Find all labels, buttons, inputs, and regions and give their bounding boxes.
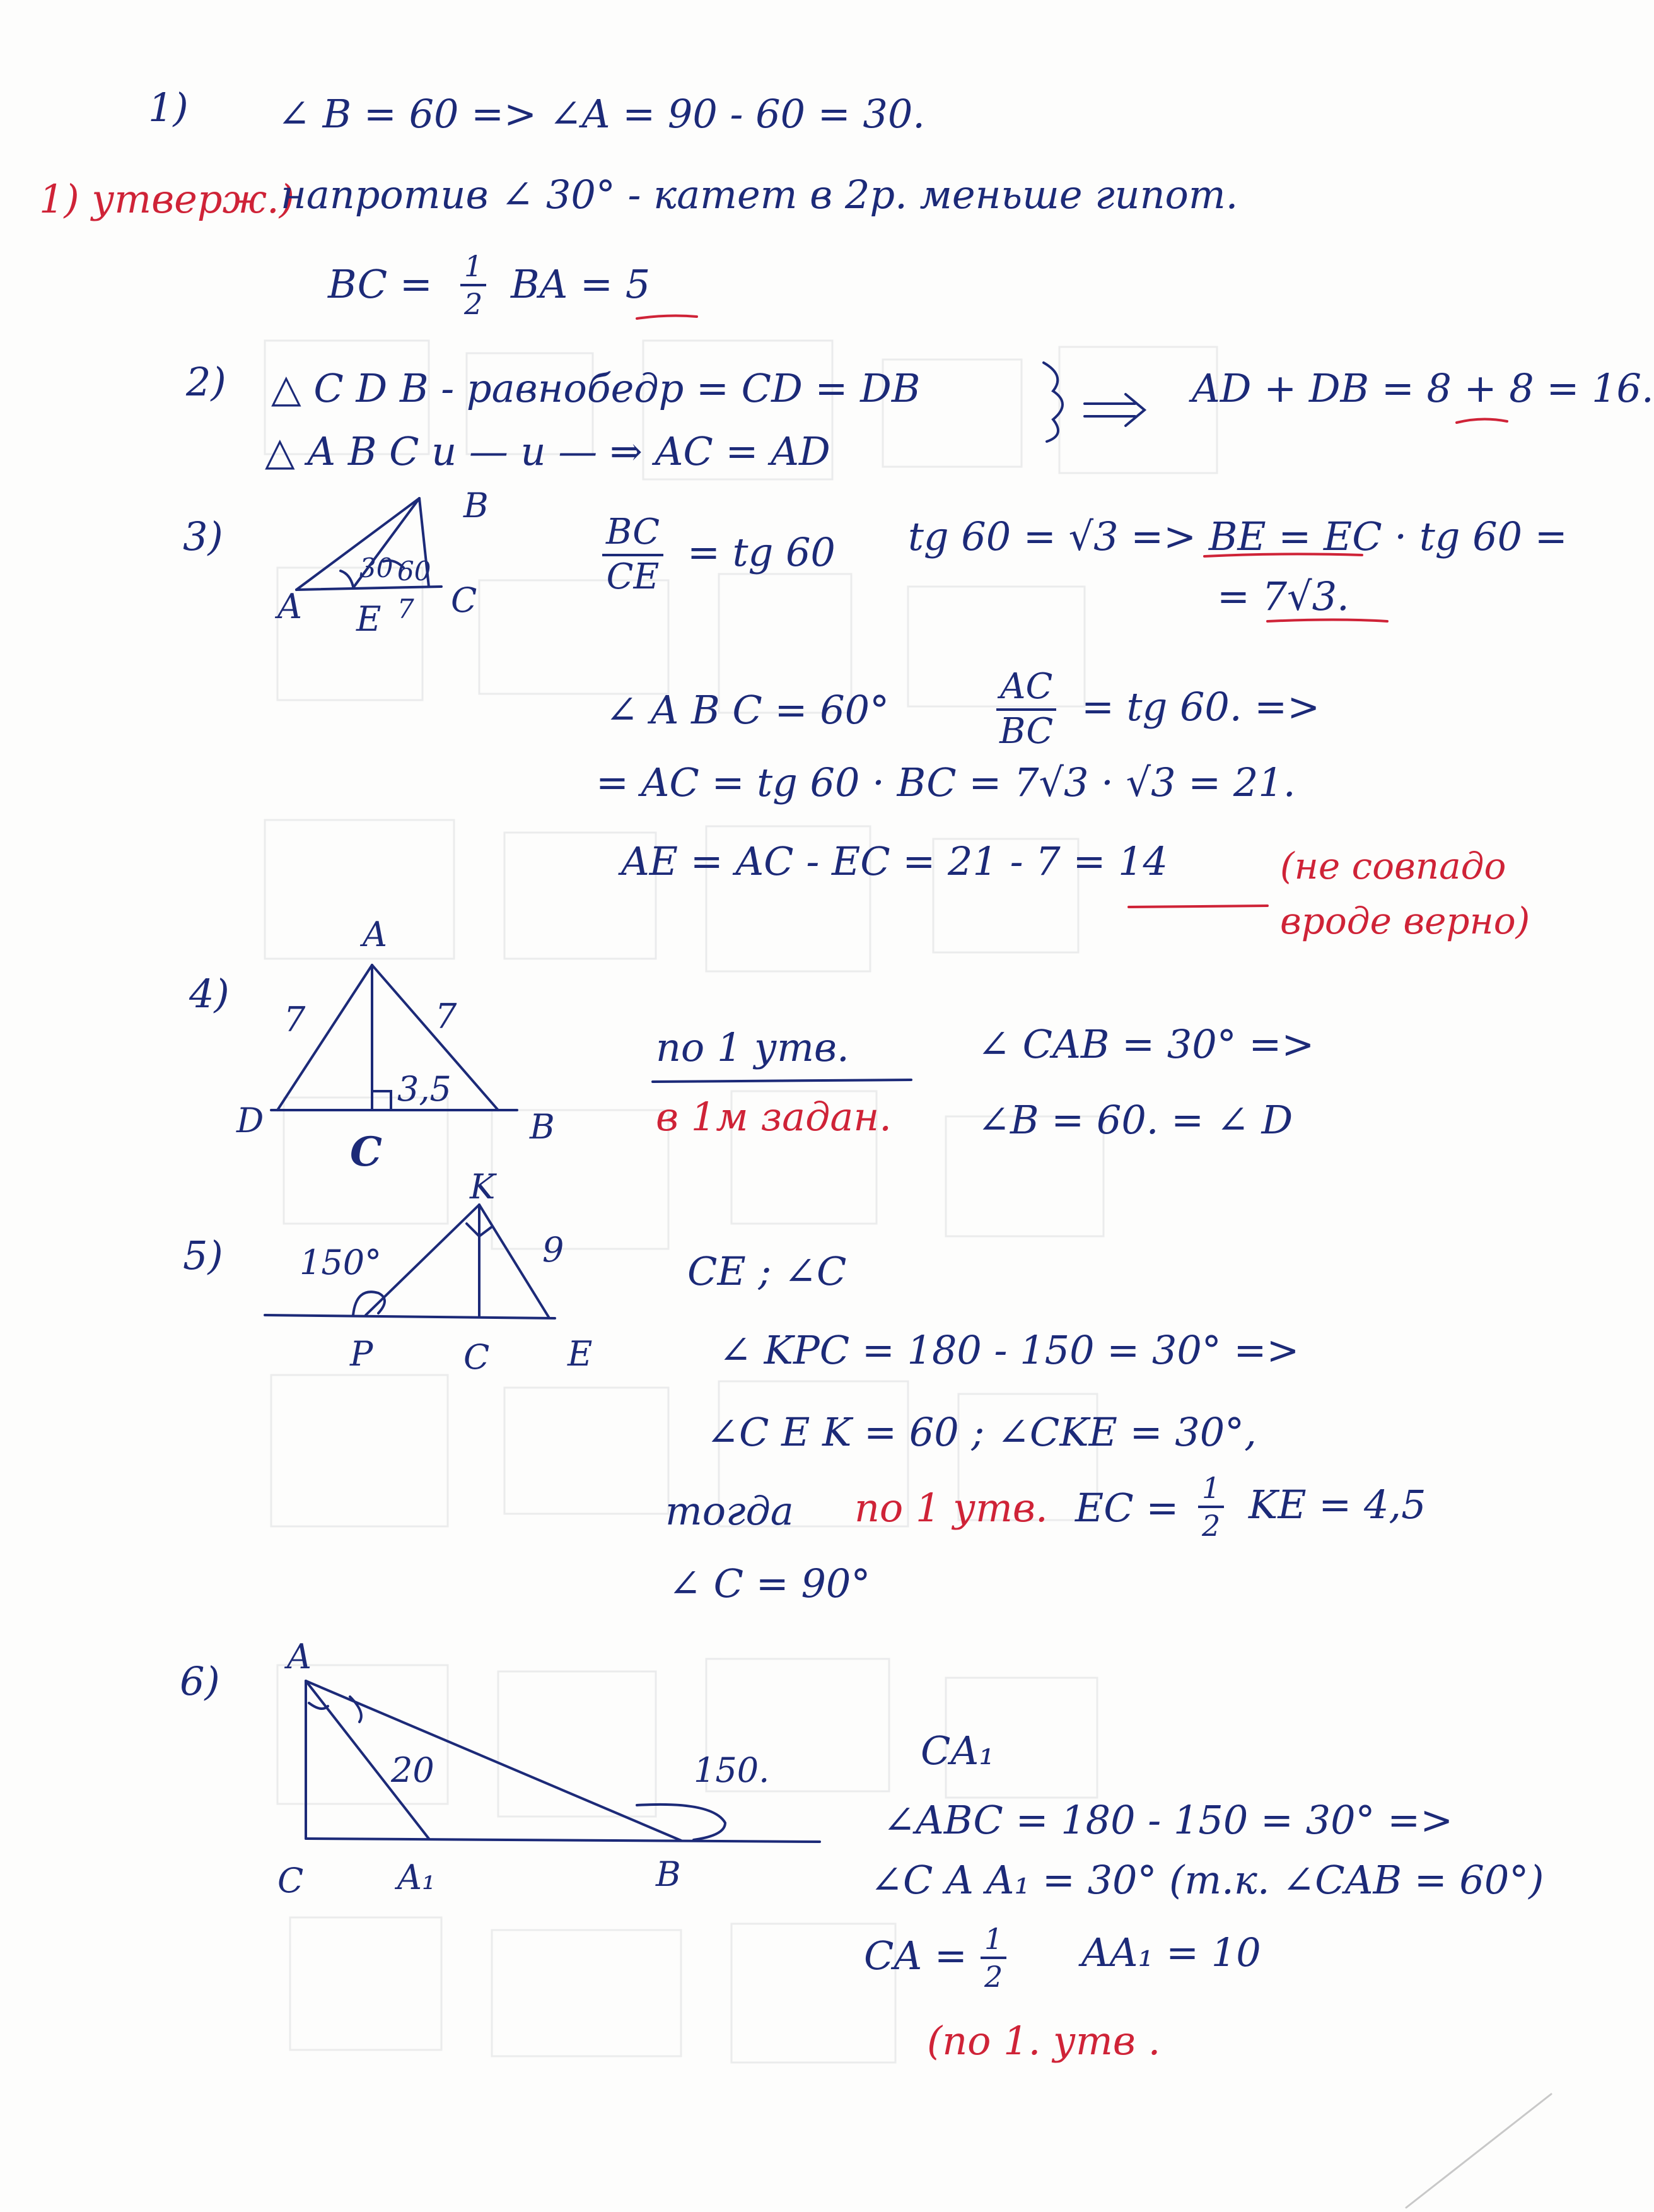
- problem-2-line-1b: AD + DB = 8 + 8 = 16.: [1192, 365, 1654, 411]
- problem-3-fraction-2-den: BC: [999, 710, 1054, 752]
- problem-5-label-k: K: [470, 1167, 496, 1207]
- problem-3-line-2: = 7√3.: [1217, 573, 1349, 619]
- problem-6-red-note: (по 1. утв .: [927, 2018, 1161, 2064]
- problem-3-angle-60: 60: [397, 556, 431, 587]
- problem-3-line-1b: tg 60 = √3 => BE = EC · tg 60 =: [908, 513, 1568, 559]
- problem-6-line-4b: AA₁ = 10: [1081, 1929, 1261, 1975]
- problem-1-line-3: BC =: [328, 261, 433, 307]
- problem-4-line-1: по 1 утв.: [656, 1024, 849, 1070]
- problem-5-red-note: по 1 утв.: [854, 1485, 1048, 1531]
- problem-2-number: 2): [186, 359, 226, 405]
- problem-5-fraction-num: 1: [1198, 1473, 1224, 1508]
- problem-1-fraction-den: 2: [464, 287, 483, 322]
- problem-6-label-a1: A₁: [397, 1858, 436, 1897]
- problem-1-number: 1): [148, 85, 189, 131]
- problem-6-number: 6): [180, 1658, 220, 1704]
- problem-3-label-c: C: [451, 580, 477, 620]
- problem-6-line-2: ∠ABC = 180 - 150 = 30° =>: [883, 1797, 1453, 1843]
- problem-3-line-3b: = tg 60. =>: [1081, 684, 1320, 730]
- problem-2-line-2: △ A B C и — и — ⇒ AC = AD: [265, 428, 830, 474]
- problem-1-line-2: напротив ∠ 30° - катет в 2р. меньше гипот.: [281, 172, 1238, 218]
- problem-4-side-right: 7: [435, 997, 457, 1036]
- problem-4-red-note: в 1м задан.: [656, 1094, 892, 1140]
- problem-4-label-b: B: [530, 1107, 555, 1147]
- problem-4-side-left: 7: [284, 1000, 306, 1039]
- problem-4-label-d: D: [236, 1101, 264, 1140]
- problem-5-label-c: C: [463, 1337, 490, 1377]
- problem-6-segment-label: 20: [391, 1750, 434, 1790]
- problem-1-fraction-num: 1: [460, 251, 486, 286]
- problem-3-label-b: B: [463, 486, 489, 525]
- problem-5-side-label: 9: [542, 1230, 564, 1270]
- problem-5-line-2: ∠ KPC = 180 - 150 = 30° =>: [719, 1327, 1300, 1373]
- problem-5-line-4b: EC =: [1075, 1485, 1179, 1531]
- problem-5-label-e: E: [568, 1334, 593, 1374]
- problem-6-fraction-num: 1: [981, 1924, 1006, 1959]
- problem-6-label-a: A: [287, 1637, 312, 1677]
- problem-3-fraction-2-num: AC: [996, 669, 1056, 711]
- problem-3-segment-label: 7: [397, 594, 414, 624]
- problem-5-angle-label: 150°: [300, 1243, 382, 1282]
- problem-1-margin-note: 1) утверж.): [39, 176, 294, 222]
- problem-4-segment-label: 3,5: [397, 1069, 451, 1109]
- problem-5-line-5: ∠ C = 90°: [668, 1560, 871, 1606]
- problem-3-angle-30: 30: [359, 553, 393, 583]
- problem-4-number: 4): [189, 971, 230, 1017]
- problem-6-label-b: B: [656, 1854, 681, 1894]
- problem-6-line-4: CA =: [864, 1933, 967, 1979]
- problem-5-fraction-den: 2: [1202, 1509, 1221, 1543]
- problem-4-label-c: C: [350, 1128, 382, 1176]
- problem-4-line-1b: ∠ CAB = 30° =>: [977, 1021, 1315, 1067]
- problem-5-line-1: CE ; ∠C: [687, 1248, 847, 1294]
- problem-2-line-1: △ C D B - равнобедр = CD = DB: [271, 365, 921, 411]
- problem-3-line-3: ∠ A B C = 60°: [605, 687, 890, 733]
- problem-3-fraction-1-num: BC: [602, 514, 663, 556]
- problem-3-label-a: A: [277, 587, 302, 626]
- problem-3-number: 3): [183, 513, 223, 559]
- problem-1-line-3b: BA = 5: [511, 261, 651, 307]
- problem-1-line-1: ∠ B = 60 => ∠A = 90 - 60 = 30.: [277, 91, 925, 137]
- problem-5-label-p: P: [350, 1334, 373, 1374]
- problem-3-line-1: = tg 60: [687, 529, 836, 575]
- problem-3-line-4: = AC = tg 60 · BC = 7√3 · √3 = 21.: [596, 759, 1296, 805]
- problem-3-line-5: AE = AC - EC = 21 - 7 = 14: [621, 838, 1168, 884]
- problem-6-fraction-den: 2: [984, 1960, 1003, 1994]
- problem-6-line-1: CA₁: [921, 1728, 995, 1774]
- problem-6-angle-label: 150.: [694, 1750, 770, 1790]
- problem-4-line-2: ∠B = 60. = ∠ D: [977, 1097, 1293, 1143]
- problem-6-line-3: ∠C A A₁ = 30° (т.к. ∠CAB = 60°): [870, 1857, 1544, 1903]
- problem-3-fraction-1-den: CE: [606, 556, 660, 597]
- problem-6-label-c: C: [277, 1861, 304, 1900]
- problem-4-label-a: A: [363, 915, 387, 954]
- problem-3-label-e: E: [356, 599, 381, 639]
- problem-3-red-note: (не совпадо вроде верно): [1280, 845, 1530, 942]
- problem-5-number: 5): [183, 1232, 223, 1279]
- problem-5-line-3: ∠C E K = 60 ; ∠CKE = 30°,: [706, 1409, 1257, 1455]
- problem-5-line-4c: KE = 4,5: [1249, 1482, 1426, 1528]
- problem-5-line-4: тогда: [665, 1488, 794, 1534]
